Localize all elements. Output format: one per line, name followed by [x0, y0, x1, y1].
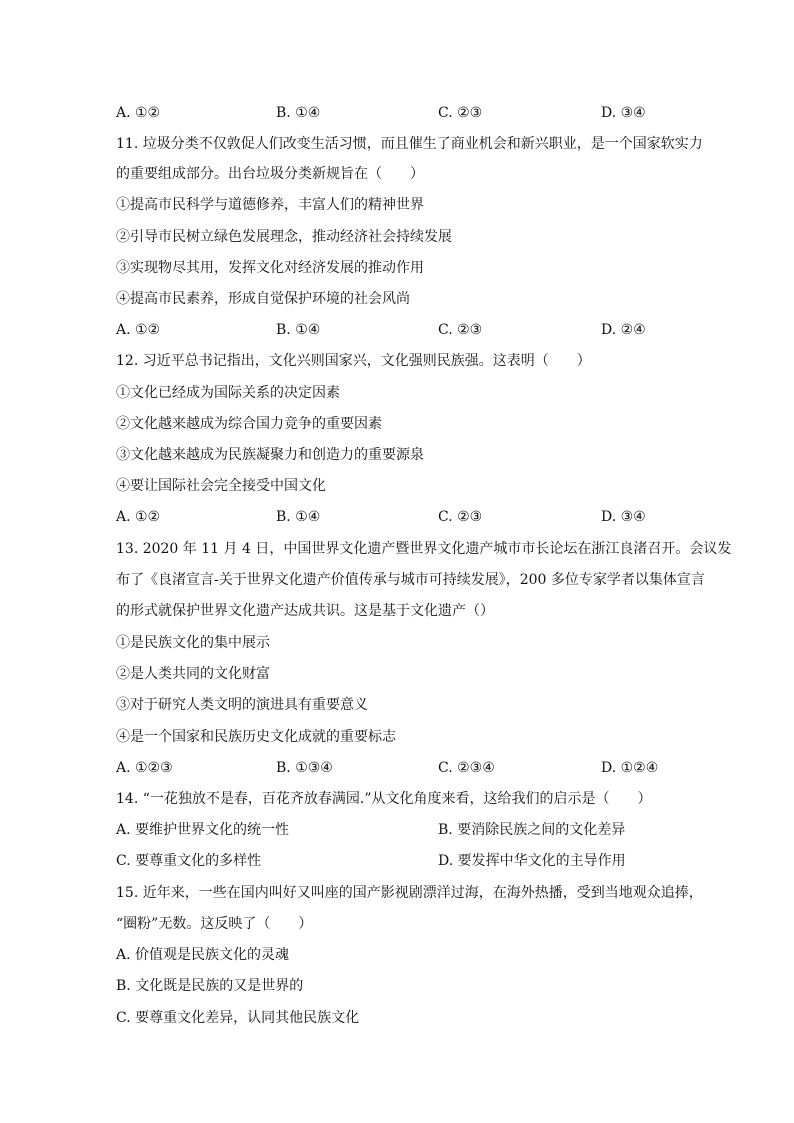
q11-option-c[interactable]: C. ②③: [438, 322, 483, 338]
q10-option-d[interactable]: D. ③④: [601, 105, 646, 121]
q12-options: [116, 507, 676, 527]
q14-options-row-1: [116, 820, 676, 840]
q13-stem-line-1: 13. 2020 年 11 月 4 日，中国世界文化遗产暨世界文化遗产城市市长论坛在浙江良渚召开。会议发: [116, 541, 732, 557]
q13-option-d[interactable]: D. ①②④: [601, 760, 659, 776]
q11-stem-line-1: 11. 垃圾分类不仅敦促人们改变生活习惯，而且催生了商业机会和新兴职业，是一个国家软实力: [116, 136, 703, 152]
q13-stem-line-3: 的形式就保护世界文化遗产达成共识。这是基于文化遗产（）: [116, 603, 494, 619]
q14-stem-line-1: 14. “一花独放不是春，百花齐放春满园.”从文化角度来看，这给我们的启示是（ ）: [116, 791, 652, 807]
q12-item-4: ④要让国际社会完全接受中国文化: [116, 478, 326, 494]
q11-item-1: ①提高市民科学与道德修养，丰富人们的精神世界: [116, 197, 424, 213]
q15-stem-line-2: “圈粉”无数。这反映了（ ）: [116, 916, 313, 932]
q12-item-1: ①文化已经成为国际关系的决定因素: [116, 385, 340, 401]
q13-item-4: ④是一个国家和民族历史文化成就的重要标志: [116, 729, 396, 745]
q11-options: [116, 320, 676, 340]
q10-options: [116, 103, 676, 123]
q15-option-a[interactable]: A. 价值观是民族文化的灵魂: [116, 947, 290, 963]
q14-option-a[interactable]: A. 要维护世界文化的统一性: [116, 822, 290, 838]
q13-option-c[interactable]: C. ②③④: [438, 760, 495, 776]
q11-option-a[interactable]: A. ①②: [116, 322, 161, 338]
q14-option-c[interactable]: C. 要尊重文化的多样性: [116, 853, 262, 869]
q15-option-c[interactable]: C. 要尊重文化差异，认同其他民族文化: [116, 1010, 360, 1026]
q11-item-4: ④提高市民素养，形成自觉保护环境的社会风尚: [116, 291, 410, 307]
q14-options-row-2: [116, 851, 676, 871]
q12-option-b[interactable]: B. ①④: [276, 509, 321, 525]
q13-options: [116, 758, 676, 778]
q13-stem-line-2: 布了《良渚宣言-关于世界文化遗产价值传承与城市可持续发展》，200 多位专家学者以集体宣言: [116, 572, 705, 588]
q12-option-a[interactable]: A. ①②: [116, 509, 161, 525]
q11-item-3: ③实现物尽其用，发挥文化对经济发展的推动作用: [116, 260, 424, 276]
q14-option-d[interactable]: D. 要发挥中华文化的主导作用: [438, 853, 626, 869]
q13-option-a[interactable]: A. ①②③: [116, 760, 173, 776]
q13-item-3: ③对于研究人类文明的演进具有重要意义: [116, 697, 368, 713]
q12-item-2: ②文化越来越成为综合国力竞争的重要因素: [116, 416, 382, 432]
q15-option-b[interactable]: B. 文化既是民族的又是世界的: [116, 978, 304, 994]
q14-option-b[interactable]: B. 要消除民族之间的文化差异: [438, 822, 626, 838]
q15-stem-line-1: 15. 近年来，一些在国内叫好又叫座的国产影视剧漂洋过海，在海外热播，受到当地观众追捧，: [116, 885, 703, 901]
q12-option-c[interactable]: C. ②③: [438, 509, 483, 525]
q10-option-c[interactable]: C. ②③: [438, 105, 483, 121]
q12-stem-line-1: 12. 习近平总书记指出，文化兴则国家兴，文化强则民族强。这表明（ ）: [116, 353, 591, 369]
q13-item-1: ①是民族文化的集中展示: [116, 635, 270, 651]
q12-option-d[interactable]: D. ③④: [601, 509, 646, 525]
q11-item-2: ②引导市民树立绿色发展理念，推动经济社会持续发展: [116, 229, 452, 245]
q11-option-b[interactable]: B. ①④: [276, 322, 321, 338]
q11-option-d[interactable]: D. ②④: [601, 322, 646, 338]
q11-stem-line-2: 的重要组成部分。出台垃圾分类新规旨在（ ）: [116, 166, 424, 182]
q10-option-a[interactable]: A. ①②: [116, 105, 161, 121]
q13-option-b[interactable]: B. ①③④: [276, 760, 333, 776]
q12-item-3: ③文化越来越成为民族凝聚力和创造力的重要源泉: [116, 447, 424, 463]
q10-option-b[interactable]: B. ①④: [276, 105, 321, 121]
q13-item-2: ②是人类共同的文化财富: [116, 666, 270, 682]
